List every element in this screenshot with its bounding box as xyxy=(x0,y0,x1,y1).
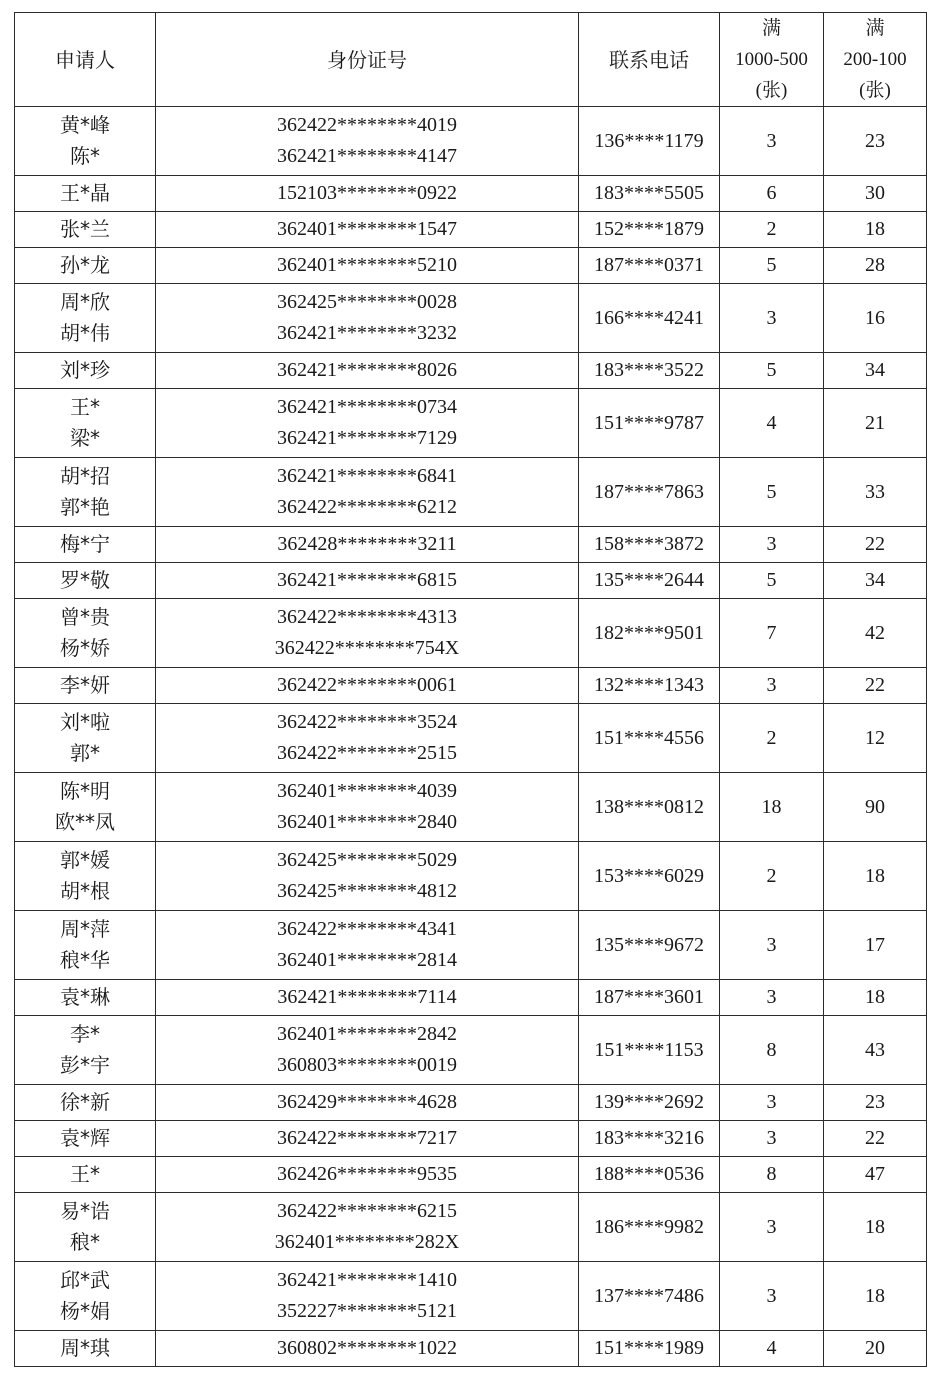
id-number: 362421********7129 xyxy=(277,427,457,449)
applicant-name: 彭*宇 xyxy=(60,1053,110,1077)
applicant-name: 梁* xyxy=(70,426,100,450)
id-number: 362426********9535 xyxy=(277,1163,457,1185)
id-number: 362421********3232 xyxy=(277,322,457,344)
applicant-name: 罗*敬 xyxy=(60,568,110,592)
table-row xyxy=(15,458,927,527)
applicant-name: 郭*媛 xyxy=(60,848,110,872)
header-row xyxy=(15,13,927,107)
table-row xyxy=(15,704,927,773)
applicant-name: 周*欣 xyxy=(60,290,110,314)
id-number: 362421********7114 xyxy=(277,986,457,1008)
count-1000-500-cell: 5 xyxy=(720,248,824,284)
phone-cell: 153****6029 xyxy=(579,842,720,911)
phone-cell: 183****3216 xyxy=(579,1121,720,1157)
id-number-cell xyxy=(156,563,579,599)
header-count-1000-500 xyxy=(720,13,824,107)
phone-cell: 132****1343 xyxy=(579,668,720,704)
applicant-cell xyxy=(15,212,156,248)
applicant-name: 胡*根 xyxy=(60,879,110,903)
applicant-name: 郭* xyxy=(70,741,100,765)
id-number-cell xyxy=(156,389,579,458)
applicant-cell xyxy=(15,911,156,980)
table-body xyxy=(15,107,927,1367)
table-row xyxy=(15,389,927,458)
count-200-100-cell: 18 xyxy=(824,212,927,248)
table-row xyxy=(15,284,927,353)
applicant-name: 陈*明 xyxy=(60,779,110,803)
count-200-100-cell: 22 xyxy=(824,668,927,704)
count-1000-500-cell: 3 xyxy=(720,980,824,1016)
count-1000-500-cell: 3 xyxy=(720,668,824,704)
id-number-cell xyxy=(156,1085,579,1121)
phone-cell: 187****3601 xyxy=(579,980,720,1016)
id-number-cell xyxy=(156,284,579,353)
id-number: 362401********5210 xyxy=(277,254,457,276)
id-number: 362401********4039 xyxy=(277,780,457,802)
header-count-200-100-line-3: (张) xyxy=(859,80,891,101)
phone-cell: 137****7486 xyxy=(579,1262,720,1331)
count-1000-500-cell: 2 xyxy=(720,704,824,773)
id-number-cell xyxy=(156,599,579,668)
table-row xyxy=(15,668,927,704)
phone-cell: 186****9982 xyxy=(579,1193,720,1262)
applicant-cell xyxy=(15,773,156,842)
id-number: 362401********2814 xyxy=(277,949,457,971)
applicant-name: 周*萍 xyxy=(60,917,110,941)
header-count-200-100-line-1: 满 xyxy=(865,17,885,39)
id-number-cell xyxy=(156,773,579,842)
table-row xyxy=(15,527,927,563)
id-number: 362421********6815 xyxy=(277,569,457,591)
id-number: 362421********8026 xyxy=(277,359,457,381)
applicant-cell xyxy=(15,980,156,1016)
table-row xyxy=(15,1085,927,1121)
applicant-name: 袁*辉 xyxy=(60,1126,110,1150)
count-1000-500-cell: 3 xyxy=(720,107,824,176)
id-number: 362401********1547 xyxy=(277,218,457,240)
id-number: 360803********0019 xyxy=(277,1054,457,1076)
table-row xyxy=(15,353,927,389)
count-1000-500-cell: 3 xyxy=(720,1085,824,1121)
id-number: 362422********0061 xyxy=(277,674,457,696)
count-200-100-cell: 90 xyxy=(824,773,927,842)
id-number-cell xyxy=(156,1121,579,1157)
phone-cell: 136****1179 xyxy=(579,107,720,176)
id-number-cell xyxy=(156,704,579,773)
phone-cell: 138****0812 xyxy=(579,773,720,842)
count-1000-500-cell: 18 xyxy=(720,773,824,842)
table-row xyxy=(15,1157,927,1193)
applicant-cell xyxy=(15,248,156,284)
id-number: 352227********5121 xyxy=(277,1300,457,1322)
id-number-cell xyxy=(156,1331,579,1367)
phone-cell: 187****0371 xyxy=(579,248,720,284)
phone-cell: 135****2644 xyxy=(579,563,720,599)
phone-cell: 139****2692 xyxy=(579,1085,720,1121)
id-number-cell xyxy=(156,980,579,1016)
applicant-name: 李* xyxy=(70,1022,100,1046)
applicant-name: 徐*新 xyxy=(60,1090,110,1114)
count-200-100-cell: 23 xyxy=(824,107,927,176)
phone-cell: 187****7863 xyxy=(579,458,720,527)
table-row xyxy=(15,911,927,980)
applicant-name: 王* xyxy=(70,395,100,419)
id-number: 362425********4812 xyxy=(277,880,457,902)
table-row xyxy=(15,1016,927,1085)
id-number: 362422********754X xyxy=(274,637,460,659)
id-number: 362421********4147 xyxy=(277,145,457,167)
id-number-cell xyxy=(156,1262,579,1331)
table-row xyxy=(15,563,927,599)
applicant-cell xyxy=(15,284,156,353)
id-number: 362421********0734 xyxy=(277,396,457,418)
count-1000-500-cell: 3 xyxy=(720,1121,824,1157)
count-1000-500-cell: 4 xyxy=(720,1331,824,1367)
table-row xyxy=(15,599,927,668)
applicant-name: 欧**凤 xyxy=(55,810,115,834)
applicant-name: 张*兰 xyxy=(60,217,110,241)
applicant-cell xyxy=(15,1016,156,1085)
applicant-name: 孙*龙 xyxy=(60,253,110,277)
applicant-name: 杨*娟 xyxy=(60,1299,110,1323)
header-count-200-100 xyxy=(824,13,927,107)
count-200-100-cell: 28 xyxy=(824,248,927,284)
count-1000-500-cell: 8 xyxy=(720,1016,824,1085)
applicant-cell xyxy=(15,353,156,389)
applicant-cell xyxy=(15,1157,156,1193)
id-number: 362422********7217 xyxy=(277,1127,457,1149)
applicant-name: 胡*招 xyxy=(60,464,110,488)
id-number: 362422********2515 xyxy=(277,742,457,764)
count-200-100-cell: 43 xyxy=(824,1016,927,1085)
applicant-name: 稂* xyxy=(70,1230,100,1254)
applicant-name: 王* xyxy=(70,1162,100,1186)
phone-cell: 166****4241 xyxy=(579,284,720,353)
applicant-cell xyxy=(15,842,156,911)
count-200-100-cell: 47 xyxy=(824,1157,927,1193)
id-number: 152103********0922 xyxy=(277,182,457,204)
count-200-100-cell: 12 xyxy=(824,704,927,773)
applicant-cell xyxy=(15,1331,156,1367)
applicant-name: 陈* xyxy=(70,144,100,168)
id-number-cell xyxy=(156,176,579,212)
applicant-table xyxy=(14,12,927,1367)
applicant-name: 刘*啦 xyxy=(60,710,110,734)
id-number-cell xyxy=(156,668,579,704)
header-count-1000-500-line-2: 1000-500 xyxy=(735,49,808,70)
phone-cell: 183****5505 xyxy=(579,176,720,212)
table-row xyxy=(15,1262,927,1331)
id-number: 362421********1410 xyxy=(277,1269,457,1291)
id-number-cell xyxy=(156,527,579,563)
table-row xyxy=(15,248,927,284)
phone-cell: 151****1153 xyxy=(579,1016,720,1085)
applicant-name: 郭*艳 xyxy=(60,495,110,519)
count-1000-500-cell: 3 xyxy=(720,284,824,353)
applicant-name: 李*妍 xyxy=(60,673,110,697)
count-200-100-cell: 16 xyxy=(824,284,927,353)
id-number: 362401********282X xyxy=(274,1231,460,1253)
id-number: 362422********4341 xyxy=(277,918,457,940)
id-number-cell xyxy=(156,458,579,527)
applicant-name: 杨*娇 xyxy=(60,636,110,660)
applicant-name: 稂*华 xyxy=(60,948,110,972)
id-number: 362422********3524 xyxy=(277,711,457,733)
table-row xyxy=(15,773,927,842)
count-1000-500-cell: 4 xyxy=(720,389,824,458)
applicant-name: 易*诰 xyxy=(60,1199,110,1223)
count-200-100-cell: 34 xyxy=(824,353,927,389)
applicant-cell xyxy=(15,458,156,527)
id-number: 362422********4019 xyxy=(277,114,457,136)
phone-cell: 158****3872 xyxy=(579,527,720,563)
phone-cell: 188****0536 xyxy=(579,1157,720,1193)
applicant-name: 梅*宁 xyxy=(60,532,110,556)
applicant-cell xyxy=(15,1121,156,1157)
count-1000-500-cell: 7 xyxy=(720,599,824,668)
applicant-name: 胡*伟 xyxy=(60,321,110,345)
id-number: 362401********2840 xyxy=(277,811,457,833)
header-id-number: 身份证号 xyxy=(156,13,579,107)
table-row xyxy=(15,1193,927,1262)
id-number-cell xyxy=(156,1193,579,1262)
count-200-100-cell: 30 xyxy=(824,176,927,212)
applicant-cell xyxy=(15,1085,156,1121)
applicant-cell xyxy=(15,704,156,773)
applicant-cell xyxy=(15,563,156,599)
phone-cell: 151****9787 xyxy=(579,389,720,458)
applicant-name: 黄*峰 xyxy=(60,113,110,137)
id-number: 362429********4628 xyxy=(277,1091,457,1113)
applicant-cell xyxy=(15,599,156,668)
id-number-cell xyxy=(156,107,579,176)
count-200-100-cell: 21 xyxy=(824,389,927,458)
header-count-1000-500-line-3: (张) xyxy=(755,80,788,101)
id-number-cell xyxy=(156,1016,579,1085)
header-count-1000-500-line-1: 满 xyxy=(761,17,781,39)
phone-cell: 151****1989 xyxy=(579,1331,720,1367)
count-1000-500-cell: 2 xyxy=(720,842,824,911)
id-number: 362428********3211 xyxy=(277,533,457,555)
id-number: 362401********2842 xyxy=(277,1023,457,1045)
id-number-cell xyxy=(156,353,579,389)
table-row xyxy=(15,107,927,176)
count-200-100-cell: 18 xyxy=(824,1262,927,1331)
header-count-200-100-line-2: 200-100 xyxy=(843,49,907,70)
id-number: 360802********1022 xyxy=(277,1337,457,1359)
count-1000-500-cell: 5 xyxy=(720,458,824,527)
id-number-cell xyxy=(156,248,579,284)
applicant-cell xyxy=(15,527,156,563)
count-200-100-cell: 23 xyxy=(824,1085,927,1121)
applicant-cell xyxy=(15,176,156,212)
count-200-100-cell: 20 xyxy=(824,1331,927,1367)
phone-cell: 151****4556 xyxy=(579,704,720,773)
count-1000-500-cell: 2 xyxy=(720,212,824,248)
id-number: 362425********5029 xyxy=(277,849,457,871)
header-applicant: 申请人 xyxy=(15,13,156,107)
count-200-100-cell: 22 xyxy=(824,527,927,563)
id-number: 362422********6215 xyxy=(277,1200,457,1222)
count-1000-500-cell: 3 xyxy=(720,911,824,980)
id-number: 362422********6212 xyxy=(277,496,457,518)
count-200-100-cell: 17 xyxy=(824,911,927,980)
applicant-name: 曾*贵 xyxy=(60,605,110,629)
count-200-100-cell: 18 xyxy=(824,842,927,911)
count-1000-500-cell: 8 xyxy=(720,1157,824,1193)
applicant-name: 周*琪 xyxy=(60,1336,110,1360)
id-number-cell xyxy=(156,1157,579,1193)
count-1000-500-cell: 6 xyxy=(720,176,824,212)
applicant-cell xyxy=(15,389,156,458)
table-row xyxy=(15,842,927,911)
applicant-name: 王*晶 xyxy=(60,181,110,205)
applicant-cell xyxy=(15,668,156,704)
id-number: 362422********4313 xyxy=(277,606,457,628)
applicant-name: 刘*珍 xyxy=(60,358,110,382)
table-row xyxy=(15,1331,927,1367)
count-1000-500-cell: 3 xyxy=(720,1193,824,1262)
applicant-name: 邱*武 xyxy=(60,1268,110,1292)
phone-cell: 152****1879 xyxy=(579,212,720,248)
count-200-100-cell: 42 xyxy=(824,599,927,668)
phone-cell: 183****3522 xyxy=(579,353,720,389)
count-1000-500-cell: 5 xyxy=(720,563,824,599)
applicant-cell xyxy=(15,1193,156,1262)
count-200-100-cell: 18 xyxy=(824,1193,927,1262)
table-row xyxy=(15,980,927,1016)
table-row xyxy=(15,212,927,248)
count-200-100-cell: 33 xyxy=(824,458,927,527)
applicant-cell xyxy=(15,107,156,176)
id-number-cell xyxy=(156,842,579,911)
count-1000-500-cell: 3 xyxy=(720,527,824,563)
id-number-cell xyxy=(156,911,579,980)
phone-cell: 135****9672 xyxy=(579,911,720,980)
applicant-cell xyxy=(15,1262,156,1331)
phone-cell: 182****9501 xyxy=(579,599,720,668)
id-number-cell xyxy=(156,212,579,248)
table-row xyxy=(15,176,927,212)
table-row xyxy=(15,1121,927,1157)
applicant-name: 袁*琳 xyxy=(60,985,110,1009)
count-200-100-cell: 22 xyxy=(824,1121,927,1157)
id-number: 362425********0028 xyxy=(277,291,457,313)
header-phone: 联系电话 xyxy=(579,13,720,107)
count-200-100-cell: 34 xyxy=(824,563,927,599)
count-1000-500-cell: 3 xyxy=(720,1262,824,1331)
count-200-100-cell: 18 xyxy=(824,980,927,1016)
id-number: 362421********6841 xyxy=(277,465,457,487)
count-1000-500-cell: 5 xyxy=(720,353,824,389)
